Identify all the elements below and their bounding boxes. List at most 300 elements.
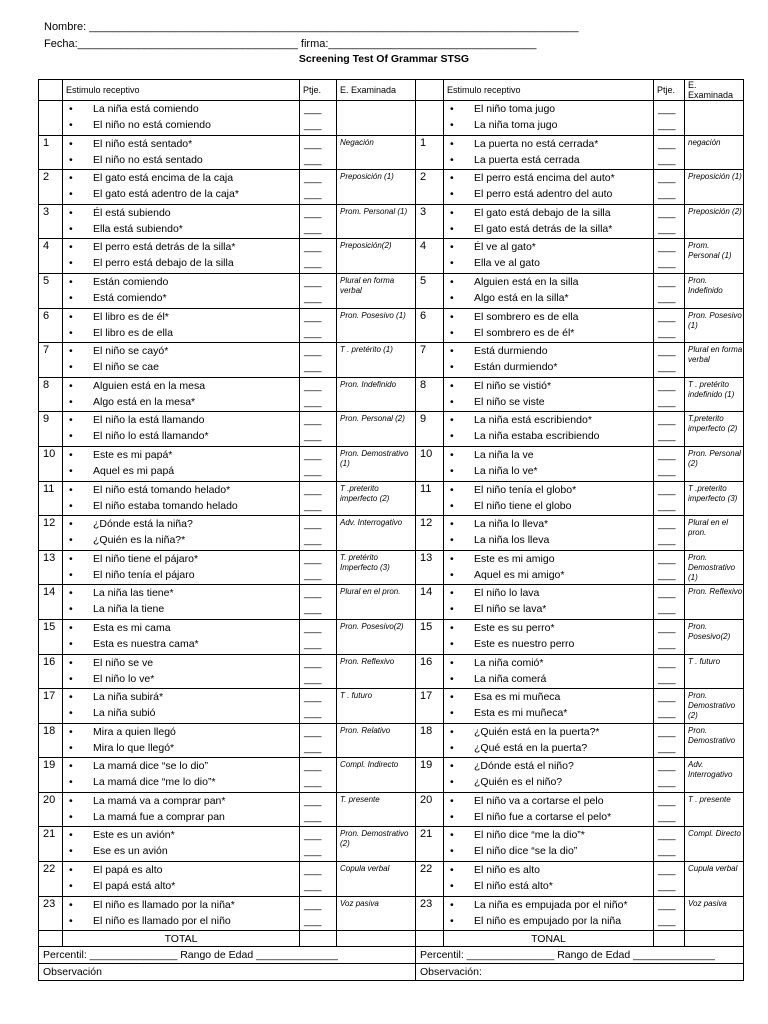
score-blank[interactable]: ___: [658, 621, 676, 634]
item-number: 4: [416, 239, 444, 274]
score-blank[interactable]: ___: [304, 414, 322, 427]
total-label-right: TONAL: [444, 931, 654, 947]
score-cell[interactable]: [300, 827, 337, 862]
score-blank[interactable]: ___: [658, 188, 676, 201]
score-cell[interactable]: [300, 723, 337, 758]
item-number: 1: [416, 135, 444, 170]
score-cell[interactable]: [300, 170, 337, 205]
stimulus-option: • Este es un avión*: [67, 827, 299, 843]
observation-left[interactable]: Observación: [39, 964, 416, 981]
item-number: 5: [416, 273, 444, 308]
examined-structure: Pron. Demostrativo (2): [685, 689, 744, 724]
score-blank[interactable]: ___: [658, 206, 676, 219]
table-row: [39, 585, 744, 620]
observation-right[interactable]: Observación:: [416, 964, 744, 981]
examined-structure: Pron. Posesivo (1): [685, 308, 744, 343]
score-blank[interactable]: ___: [304, 310, 322, 323]
score-blank[interactable]: ___: [304, 741, 322, 754]
total-label-left: TOTAL: [63, 931, 300, 947]
score-blank[interactable]: ___: [658, 345, 676, 358]
stimulus-option: • La niña subió: [67, 705, 299, 721]
score-blank[interactable]: ___: [304, 291, 322, 304]
score-blank[interactable]: ___: [658, 172, 676, 185]
score-blank[interactable]: ___: [658, 637, 676, 650]
name-field[interactable]: Nombre: ________________________________________________________________________________: [44, 21, 579, 33]
stimulus-cell: [63, 377, 300, 412]
score-blank[interactable]: ___: [304, 810, 322, 823]
examined-structure: Pron. Relativo: [337, 723, 416, 758]
score-blank[interactable]: ___: [658, 414, 676, 427]
stimulus-cell: [444, 481, 654, 516]
stimulus-cell: [444, 862, 654, 897]
score-blank[interactable]: ___: [658, 776, 676, 789]
score-blank[interactable]: ___: [304, 672, 322, 685]
item-number: 5: [39, 273, 63, 308]
score-blank[interactable]: ___: [304, 534, 322, 547]
score-blank[interactable]: ___: [658, 672, 676, 685]
table-row: [39, 239, 744, 274]
score-cell[interactable]: [654, 101, 685, 136]
score-cell[interactable]: [654, 758, 685, 793]
score-cell[interactable]: [654, 481, 685, 516]
examined-structure: Plural en el pron.: [337, 585, 416, 620]
stimulus-option: • La niña lo ve*: [448, 463, 653, 479]
examined-structure: Cupula verbal: [685, 862, 744, 897]
stimulus-option: • El niño es llamado por la niña*: [67, 897, 299, 913]
score-cell[interactable]: [654, 689, 685, 724]
score-blank[interactable]: ___: [304, 603, 322, 616]
score-blank[interactable]: ___: [658, 257, 676, 270]
score-blank[interactable]: ___: [304, 188, 322, 201]
stimulus-cell: [444, 723, 654, 758]
score-blank[interactable]: ___: [304, 137, 322, 150]
stimulus-option: • El niño no está sentado: [67, 152, 299, 168]
score-cell[interactable]: [654, 170, 685, 205]
score-blank[interactable]: ___: [658, 603, 676, 616]
score-cell[interactable]: [300, 550, 337, 585]
score-blank[interactable]: ___: [304, 829, 322, 842]
score-blank[interactable]: ___: [658, 880, 676, 893]
examined-structure: Pron. Posesivo(2): [337, 619, 416, 654]
stimulus-option: • ¿Quién es el niño?: [448, 774, 653, 790]
stimulus-option: • El sombrero es de ella: [448, 309, 653, 325]
item-number: 15: [416, 619, 444, 654]
stimulus-option: • Alguien está en la mesa: [67, 378, 299, 394]
stimulus-option: • El niño dice “se la dio”: [448, 843, 653, 859]
stimulus-option: • Esa es mi muñeca: [448, 689, 653, 705]
score-blank[interactable]: ___: [658, 552, 676, 565]
examined-structure: T .preterito imperfecto (3): [685, 481, 744, 516]
score-blank[interactable]: ___: [658, 291, 676, 304]
examined-structure: T. pretérito Imperfecto (3): [337, 550, 416, 585]
score-cell[interactable]: [300, 481, 337, 516]
percentile-row: [39, 947, 744, 964]
score-blank[interactable]: ___: [304, 119, 322, 131]
score-blank[interactable]: ___: [658, 741, 676, 754]
score-blank[interactable]: ___: [658, 395, 676, 408]
stimulus-option: • El niño está alto*: [448, 878, 653, 894]
score-cell[interactable]: [300, 204, 337, 239]
stimulus-option: • El perro está debajo de la silla: [67, 255, 299, 271]
table-row: [39, 896, 744, 931]
stimulus-option: • El perro está adentro del auto: [448, 186, 653, 202]
score-blank[interactable]: ___: [304, 241, 322, 254]
stimulus-option: • El perro está encima del auto*: [448, 170, 653, 186]
item-number: 10: [416, 446, 444, 481]
stimulus-option: • La niña toma jugo: [448, 117, 653, 133]
score-cell[interactable]: [654, 896, 685, 931]
table-row: [39, 758, 744, 793]
score-blank[interactable]: ___: [304, 430, 322, 443]
score-cell[interactable]: [300, 377, 337, 412]
examined-structure: Prom. Personal (1): [685, 239, 744, 274]
stimulus-option: • La niña está escribiendo*: [448, 412, 653, 428]
score-cell[interactable]: [300, 654, 337, 689]
examined-structure: T. presente: [337, 792, 416, 827]
score-blank[interactable]: ___: [304, 898, 322, 911]
score-cell[interactable]: [654, 723, 685, 758]
item-number: 2: [39, 170, 63, 205]
score-cell[interactable]: [654, 239, 685, 274]
score-blank[interactable]: ___: [304, 864, 322, 877]
date-signature-field[interactable]: Fecha:____________________________________ firma:__________________________________: [44, 38, 537, 50]
score-blank[interactable]: ___: [304, 587, 322, 600]
score-blank[interactable]: ___: [304, 326, 322, 339]
stimulus-cell: [444, 377, 654, 412]
score-blank[interactable]: ___: [304, 395, 322, 408]
stimulus-option: • Ella está subiendo*: [67, 221, 299, 237]
score-blank[interactable]: ___: [658, 707, 676, 720]
score-cell[interactable]: [300, 896, 337, 931]
stimulus-cell: [444, 585, 654, 620]
score-blank[interactable]: ___: [658, 326, 676, 339]
stimulus-option: • El niño tiene el globo: [448, 498, 653, 514]
table-row: [39, 446, 744, 481]
score-blank[interactable]: ___: [658, 464, 676, 477]
score-blank[interactable]: ___: [304, 222, 322, 235]
stimulus-option: • Este es mi amigo: [448, 551, 653, 567]
examined-structure: Pron. Reflexivo: [685, 585, 744, 620]
stimulus-cell: [63, 896, 300, 931]
score-cell[interactable]: [300, 135, 337, 170]
score-blank[interactable]: ___: [658, 534, 676, 547]
stimulus-option: • El niño tenía el pájaro: [67, 567, 299, 583]
score-blank[interactable]: ___: [304, 691, 322, 704]
stimulus-cell: [444, 308, 654, 343]
score-blank[interactable]: ___: [658, 379, 676, 392]
score-blank[interactable]: ___: [304, 483, 322, 496]
stimulus-option: • Este es nuestro perro: [448, 636, 653, 652]
stimulus-option: • ¿Dónde está la niña?: [67, 516, 299, 532]
item-number: 15: [39, 619, 63, 654]
score-cell[interactable]: [654, 862, 685, 897]
score-cell[interactable]: [300, 516, 337, 551]
stimulus-cell: [63, 827, 300, 862]
score-blank[interactable]: ___: [658, 518, 676, 531]
score-blank[interactable]: ___: [304, 153, 322, 166]
stimulus-cell: [63, 516, 300, 551]
stimulus-option: • Mira lo que llegó*: [67, 740, 299, 756]
stimulus-option: • El niño es llamado por el niño: [67, 913, 299, 929]
table-row: [39, 204, 744, 239]
stimulus-option: • El niño toma jugo: [448, 101, 653, 117]
stimulus-option: • ¿Qué está en la puerta?: [448, 740, 653, 756]
score-blank[interactable]: ___: [304, 552, 322, 565]
score-blank[interactable]: ___: [304, 361, 322, 374]
score-blank[interactable]: ___: [304, 845, 322, 858]
stimulus-option: • ¿Dónde está el niño?: [448, 758, 653, 774]
col-score: Ptje.: [654, 80, 685, 101]
score-cell[interactable]: [654, 585, 685, 620]
stimulus-cell: [63, 654, 300, 689]
table-header-row: [39, 80, 744, 101]
stimulus-cell: [63, 273, 300, 308]
stimulus-option: • El niño está tomando helado*: [67, 482, 299, 498]
score-cell[interactable]: [300, 862, 337, 897]
item-number: [416, 101, 444, 136]
score-cell[interactable]: [654, 204, 685, 239]
score-blank[interactable]: ___: [304, 914, 322, 927]
score-blank[interactable]: ___: [304, 345, 322, 358]
score-blank[interactable]: ___: [658, 725, 676, 738]
score-blank[interactable]: ___: [304, 448, 322, 461]
score-cell[interactable]: [654, 619, 685, 654]
score-cell[interactable]: [300, 412, 337, 447]
col-stimulus: Estimulo receptivo: [63, 80, 300, 101]
score-cell[interactable]: [300, 343, 337, 378]
col-stimulus: Estimulo receptivo: [444, 80, 654, 101]
stimulus-option: • El niño lo lava: [448, 585, 653, 601]
stimulus-option: • El niño se viste: [448, 394, 653, 410]
score-blank[interactable]: ___: [658, 587, 676, 600]
stimulus-option: • Ella ve al gato: [448, 255, 653, 271]
stimulus-option: • La mamá va a comprar pan*: [67, 793, 299, 809]
item-number: 3: [39, 204, 63, 239]
total-score-left[interactable]: [300, 931, 337, 947]
score-blank[interactable]: ___: [304, 464, 322, 477]
score-cell[interactable]: [654, 377, 685, 412]
score-blank[interactable]: ___: [658, 222, 676, 235]
item-number: 18: [416, 723, 444, 758]
stimulus-option: • Aquel es mi papá: [67, 463, 299, 479]
item-number: 9: [39, 412, 63, 447]
stimulus-cell: [63, 481, 300, 516]
score-blank[interactable]: ___: [658, 898, 676, 911]
stimulus-option: • Mira a quien llegó: [67, 724, 299, 740]
score-blank[interactable]: ___: [304, 379, 322, 392]
item-number: 4: [39, 239, 63, 274]
examined-structure: Plural en el pron.: [685, 516, 744, 551]
item-number: 19: [39, 758, 63, 793]
stimulus-cell: [63, 101, 300, 136]
score-cell[interactable]: [654, 273, 685, 308]
score-cell[interactable]: [654, 654, 685, 689]
score-blank[interactable]: ___: [304, 257, 322, 270]
score-blank[interactable]: ___: [658, 864, 676, 877]
score-blank[interactable]: ___: [658, 103, 676, 115]
score-blank[interactable]: ___: [658, 760, 676, 773]
score-cell[interactable]: [300, 619, 337, 654]
stimulus-cell: [444, 619, 654, 654]
score-blank[interactable]: ___: [658, 137, 676, 150]
item-number: 21: [416, 827, 444, 862]
score-cell[interactable]: [300, 758, 337, 793]
score-blank[interactable]: ___: [658, 568, 676, 581]
score-blank[interactable]: ___: [304, 518, 322, 531]
score-cell[interactable]: [300, 585, 337, 620]
score-blank[interactable]: ___: [658, 845, 676, 858]
item-number: 13: [416, 550, 444, 585]
score-cell[interactable]: [654, 792, 685, 827]
item-number: 10: [39, 446, 63, 481]
table-row: [39, 862, 744, 897]
score-blank[interactable]: ___: [658, 153, 676, 166]
stimulus-option: • El niño no está comiendo: [67, 117, 299, 133]
score-blank[interactable]: ___: [658, 794, 676, 807]
stimulus-cell: [63, 723, 300, 758]
stimulus-option: • El niño se cayó*: [67, 343, 299, 359]
examined-structure: [337, 101, 416, 136]
score-cell[interactable]: [654, 827, 685, 862]
score-blank[interactable]: ___: [304, 206, 322, 219]
score-cell[interactable]: [300, 446, 337, 481]
percentile-left[interactable]: Percentil: _______________ Rango de Edad ______________: [39, 947, 416, 964]
percentile-right[interactable]: Percentil: _______________ Rango de Edad ______________: [416, 947, 744, 964]
table-row: [39, 619, 744, 654]
page-title: Screening Test Of Grammar STSG: [298, 53, 470, 65]
stimulus-option: • El niño está sentado*: [67, 136, 299, 152]
stimulus-cell: [444, 170, 654, 205]
item-number: 12: [39, 516, 63, 551]
stimulus-cell: [63, 239, 300, 274]
score-blank[interactable]: ___: [658, 810, 676, 823]
score-cell[interactable]: [300, 239, 337, 274]
score-blank[interactable]: ___: [304, 499, 322, 512]
score-cell[interactable]: [654, 516, 685, 551]
score-cell[interactable]: [654, 135, 685, 170]
score-cell[interactable]: [654, 308, 685, 343]
score-blank[interactable]: ___: [304, 637, 322, 650]
score-blank[interactable]: ___: [658, 483, 676, 496]
examined-structure: Plural en forma verbal: [685, 343, 744, 378]
score-blank[interactable]: ___: [658, 499, 676, 512]
examined-structure: Preposición (1): [685, 170, 744, 205]
stimulus-option: • Está durmiendo: [448, 343, 653, 359]
stimulus-option: • El perro está detrás de la silla*: [67, 239, 299, 255]
score-cell[interactable]: [300, 792, 337, 827]
score-blank[interactable]: ___: [658, 119, 676, 131]
stimulus-option: • Están comiendo: [67, 274, 299, 290]
score-blank[interactable]: ___: [304, 725, 322, 738]
examined-structure: Copula verbal: [337, 862, 416, 897]
score-blank[interactable]: ___: [304, 172, 322, 185]
examined-structure: T.preterito imperfecto (2): [685, 412, 744, 447]
score-blank[interactable]: ___: [658, 448, 676, 461]
stimulus-cell: [444, 273, 654, 308]
examined-structure: Pron. Reflexivo: [337, 654, 416, 689]
stimulus-cell: [444, 689, 654, 724]
score-blank[interactable]: ___: [304, 794, 322, 807]
item-number: 23: [39, 896, 63, 931]
score-blank[interactable]: ___: [304, 568, 322, 581]
item-number: [39, 101, 63, 136]
stimulus-option: • El niño tenía el globo*: [448, 482, 653, 498]
examined-structure: T . pretérito (1): [337, 343, 416, 378]
score-blank[interactable]: ___: [304, 760, 322, 773]
stimulus-cell: [444, 101, 654, 136]
score-blank[interactable]: ___: [658, 656, 676, 669]
score-cell[interactable]: [654, 550, 685, 585]
score-blank[interactable]: ___: [658, 829, 676, 842]
table-row: [39, 516, 744, 551]
score-cell[interactable]: [654, 343, 685, 378]
score-cell[interactable]: [654, 412, 685, 447]
examined-structure: Plural en forma verbal: [337, 273, 416, 308]
total-score-right[interactable]: [654, 931, 685, 947]
item-number: 21: [39, 827, 63, 862]
score-blank[interactable]: ___: [304, 880, 322, 893]
score-cell[interactable]: [300, 101, 337, 136]
score-blank[interactable]: ___: [658, 914, 676, 927]
stimulus-option: • El libro es de él*: [67, 309, 299, 325]
score-blank[interactable]: ___: [658, 691, 676, 704]
item-number: 12: [416, 516, 444, 551]
score-blank[interactable]: ___: [304, 275, 322, 288]
stimulus-cell: [444, 792, 654, 827]
score-blank[interactable]: ___: [304, 656, 322, 669]
stimulus-option: • El niño estaba tomando helado: [67, 498, 299, 514]
score-blank[interactable]: ___: [304, 103, 322, 115]
stimulus-option: • Él ve al gato*: [448, 239, 653, 255]
item-number: 14: [39, 585, 63, 620]
stimulus-option: • El niño fue a cortarse el pelo*: [448, 809, 653, 825]
examined-structure: Pron. Demostrativo (1): [685, 550, 744, 585]
stimulus-cell: [444, 550, 654, 585]
examined-structure: Pron. Demostrativo: [685, 723, 744, 758]
score-blank[interactable]: ___: [658, 275, 676, 288]
stimulus-option: • Esta es mi muñeca*: [448, 705, 653, 721]
score-blank[interactable]: ___: [658, 430, 676, 443]
score-cell[interactable]: [300, 689, 337, 724]
col-score: Ptje.: [300, 80, 337, 101]
stimulus-cell: [63, 550, 300, 585]
item-number: 8: [39, 377, 63, 412]
score-cell[interactable]: [300, 308, 337, 343]
score-blank[interactable]: ___: [304, 776, 322, 789]
stimulus-option: • ¿Quién está en la puerta?*: [448, 724, 653, 740]
stimulus-option: • El niño se lava*: [448, 601, 653, 617]
table-row: [39, 101, 744, 136]
stimulus-option: • El niño se ve: [67, 655, 299, 671]
score-cell[interactable]: [300, 273, 337, 308]
stimulus-option: • La niña los lleva: [448, 532, 653, 548]
stimulus-cell: [444, 827, 654, 862]
score-blank[interactable]: ___: [658, 241, 676, 254]
score-blank[interactable]: ___: [304, 621, 322, 634]
stimulus-option: • La niña está comiendo: [67, 101, 299, 117]
examined-structure: Pron. Personal (2): [337, 412, 416, 447]
score-blank[interactable]: ___: [658, 361, 676, 374]
examined-structure: Voz pasiva: [337, 896, 416, 931]
stimulus-option: • El gato está detrás de la silla*: [448, 221, 653, 237]
score-blank[interactable]: ___: [304, 707, 322, 720]
table-row: [39, 343, 744, 378]
stimulus-option: • El gato está debajo de la silla: [448, 205, 653, 221]
table-row: [39, 654, 744, 689]
score-cell[interactable]: [654, 446, 685, 481]
score-blank[interactable]: ___: [658, 310, 676, 323]
item-number: 20: [416, 792, 444, 827]
